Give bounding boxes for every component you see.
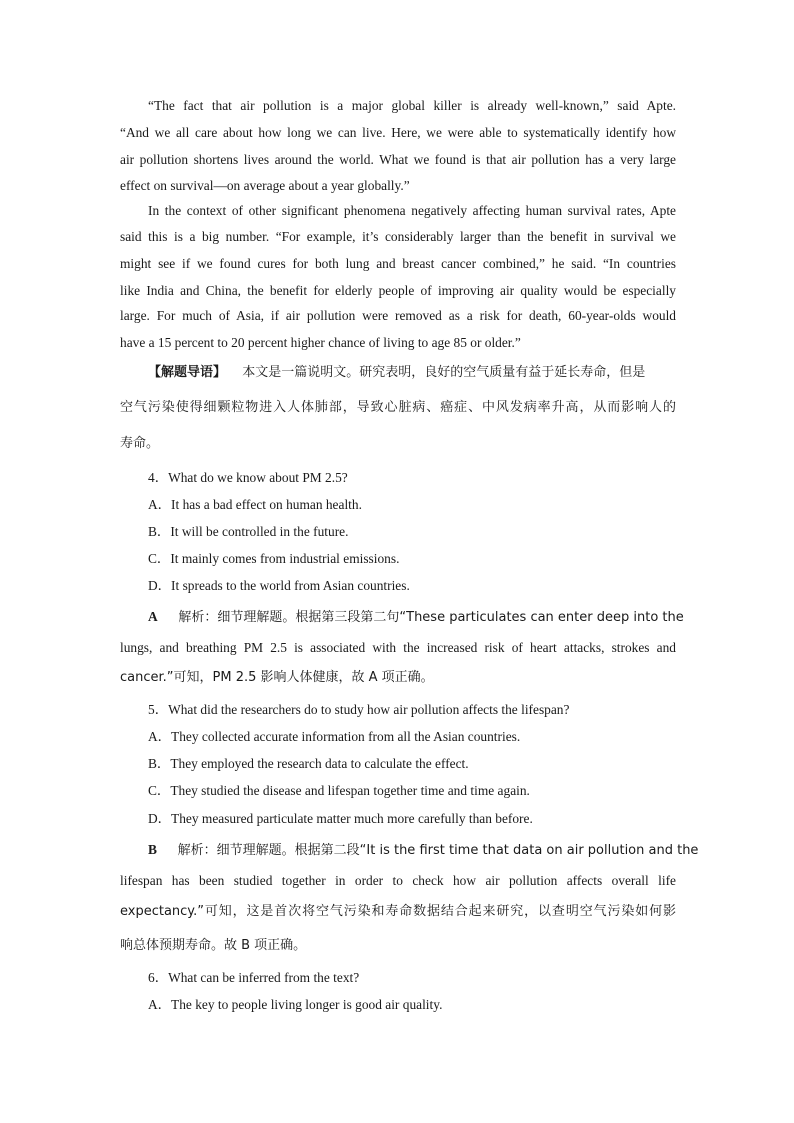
q4-analysis-line-2: lungs, and breathing PM 2.5 is associated with the increased risk of heart attacks, strokes and bbox=[120, 640, 676, 655]
q4-analysis-line-1 bbox=[148, 608, 684, 627]
passage-p2-line-4: like India and China, the benefit for elderly people of improving air quality would be especially bbox=[120, 283, 676, 298]
guide-line-2: 空气污染使得细颗粒物进入人体肺部，导致心脏病、癌症、中风发病率升高，从而影响人的 bbox=[120, 400, 676, 415]
q5-option-a: A．They collected accurate information from all the Asian countries. bbox=[148, 729, 521, 744]
guide-label: 【解题导语】 bbox=[148, 365, 227, 380]
q5-option-b: B．They employed the research data to calculate the effect. bbox=[148, 756, 469, 771]
q5-analysis-text-1: 解析：细节理解题。根据第二段“It is the first time that data on air pollution and the bbox=[177, 843, 699, 858]
q5-stem: 5．What did the researchers do to study how air pollution affects the lifespan? bbox=[148, 702, 570, 717]
q5-analysis-line-3: expectancy.”可知，这是首次将空气污染和寿命数据结合起来研究，以查明空气污染如何影 bbox=[120, 904, 676, 919]
q4-analysis-line-3: cancer.”可知，PM 2.5 影响人体健康，故 A 项正确。 bbox=[120, 670, 434, 685]
guide-text-1: 本文是一篇说明文。研究表明，良好的空气质量有益于延长寿命，但是 bbox=[242, 365, 646, 380]
q4-analysis-text-1: 解析：细节理解题。根据第三段第二句“These particulates can enter deep into the bbox=[178, 610, 684, 625]
q5-analysis-line-1 bbox=[148, 841, 699, 860]
passage-p1-line-1: “The fact that air pollution is a major global killer is already well-known,” said Apte. bbox=[148, 98, 676, 113]
q4-option-b: B．It will be controlled in the future. bbox=[148, 524, 349, 539]
q5-option-c: C．They studied the disease and lifespan together time and time again. bbox=[148, 783, 530, 798]
passage-p2-line-1: In the context of other significant phenomena negatively affecting human survival rates, Apte bbox=[148, 203, 676, 218]
q5-option-d: D．They measured particulate matter much more carefully than before. bbox=[148, 811, 533, 826]
passage-p2-line-5: large. For much of Asia, if air pollution were removed as a risk for death, 60-year-olds would bbox=[120, 308, 676, 323]
q4-option-c: C．It mainly comes from industrial emissions. bbox=[148, 551, 400, 566]
q6-stem: 6．What can be inferred from the text? bbox=[148, 970, 360, 985]
q4-option-d: D．It spreads to the world from Asian countries. bbox=[148, 578, 410, 593]
q4-stem: 4．What do we know about PM 2.5? bbox=[148, 470, 348, 485]
q5-answer: B bbox=[148, 842, 157, 857]
q5-analysis-line-4: 响总体预期寿命。故 B 项正确。 bbox=[120, 938, 307, 953]
guide-line-1 bbox=[148, 364, 676, 382]
passage-p2-line-3: might see if we found cures for both lung and breast cancer combined,” he said. “In countries bbox=[120, 256, 676, 271]
passage-p1-line-3: air pollution shortens lives around the world. What we found is that air pollution has a very large bbox=[120, 152, 676, 167]
passage-p1-line-2: “And we all care about how long we can live. Here, we were able to systematically identify how bbox=[120, 125, 676, 140]
q4-option-a: A．It has a bad effect on human health. bbox=[148, 497, 362, 512]
passage-p2-line-6: have a 15 percent to 20 percent higher chance of living to age 85 or older.” bbox=[120, 335, 521, 350]
q5-analysis-line-2: lifespan has been studied together in order to check how air pollution affects overall life bbox=[120, 873, 676, 888]
passage-p2-line-2: said this is a big number. “For example, it’s considerably larger than the benefit in survival we bbox=[120, 229, 676, 244]
q6-option-a: A．The key to people living longer is good air quality. bbox=[148, 997, 443, 1012]
passage-p1-line-4: effect on survival—on average about a year globally.” bbox=[120, 178, 410, 193]
q4-answer: A bbox=[148, 609, 158, 624]
guide-line-3: 寿命。 bbox=[120, 436, 160, 451]
